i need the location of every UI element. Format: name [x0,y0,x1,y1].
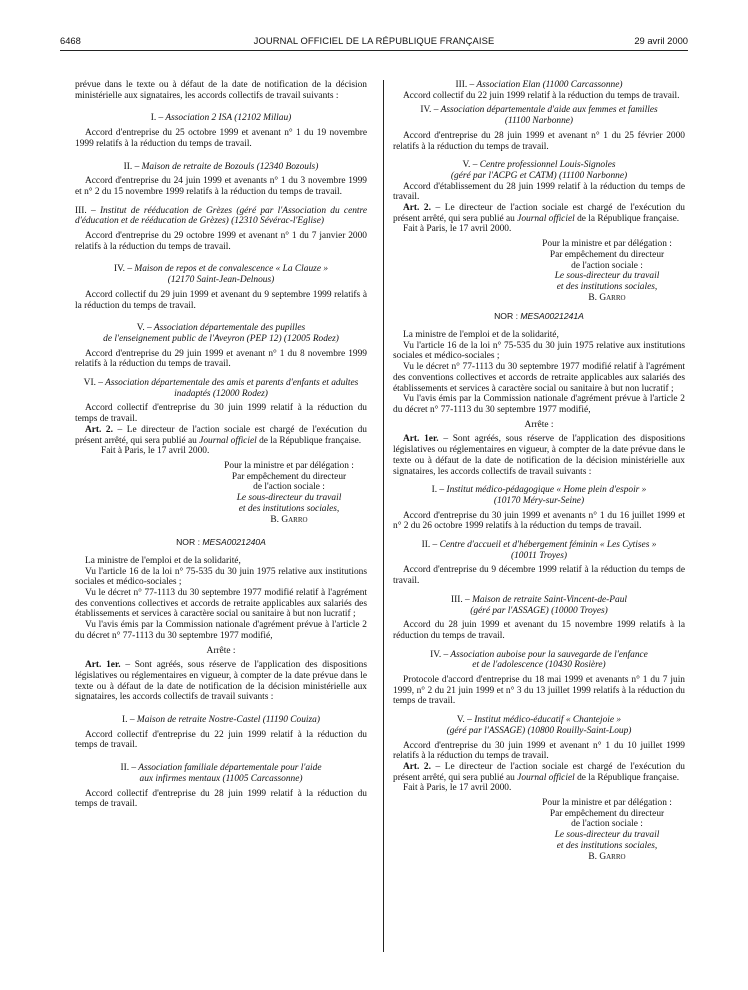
section-heading: IV. – Maison de repos et de convalescence « La Clauze » (12170 Saint-Jean-Delnous) [113,264,329,286]
vu-clause: Vu le décret n° 77-1113 du 30 septembre 1977 modifié relatif à l'agrément des conventions collectives et accords de retraite applicables aux salariés des établissements et services à caractère social ou sanitaire à but non lucratif ; [75,588,367,620]
section-heading: V. – Institut médico-éducatif « Chantejoie » (géré par l'ASSAGE) (10800 Rouilly-Saint-Loup) [446,715,632,736]
vu-clause: Vu l'article 16 de la loi n° 75-535 du 30 juin 1975 relative aux institutions sociales et médico-sociales ; [75,566,367,588]
section-text: Accord collectif d'entreprise du 30 juin 1999 relatif à la réduction du temps de travail. [75,403,367,425]
signing-place-date: Fait à Paris, le 17 avril 2000. [403,783,512,794]
minister-line: La ministre de l'emploi et de la solidarité, [403,330,559,341]
signature-block: Pour la ministre et par délégation : Par empêchement du directeur de l'action sociale : Le sous-directeur du travail et des institutions sociales, B. Garro [542,239,672,303]
nor-reference: NOR : MESA0021240A [176,537,266,548]
right-column [393,80,685,980]
vu-clause: Vu l'article 16 de la loi n° 75-535 du 30 juin 1975 relative aux institutions sociales et médico-sociales ; [393,340,685,362]
section-heading: II. – Maison de retraite de Bozouls (12340 Bozouls) [123,161,319,172]
section-heading: I. – Association 2 ISA (12102 Millau) [150,113,292,124]
section-text: Accord collectif d'entreprise du 22 juin 1999 relatif à la réduction du temps de travail. [75,729,367,751]
signing-place-date: Fait à Paris, le 17 avril 2000. [403,224,512,235]
signature-block: Pour la ministre et par délégation : Par empêchement du directeur de l'action sociale : Le sous-directeur du travail et des institutions sociales, B. Garro [542,798,672,862]
section-text: Accord d'entreprise du 29 juin 1999 et avenant n° 1 du 8 novembre 1999 relatifs à la réduction du temps de travail. [75,348,367,370]
section-heading: V. – Association départementale des pupilles de l'enseignement public de l'Aveyron (PEP 12) (12005 Rodez) [103,323,339,344]
section-text: Accord d'entreprise du 29 octobre 1999 et avenant n° 1 du 7 janvier 2000 relatifs à la réduction du temps de travail. [75,231,367,252]
section-heading: V. – Centre professionnel Louis-Signoles (géré par l'ACPG et CATM) (11100 Narbonne) [450,160,628,181]
vu-clause: Vu le décret n° 77-1113 du 30 septembre 1977 modifié relatif à l'agrément des conventions collectives et accords de retraite applicables aux salariés des établissements et services à caractère social ou sanitaire à but non lucratif ; [393,362,685,394]
nor-reference: NOR : MESA0021241A [494,311,584,322]
section-heading: II. – Association familiale départementale pour l'aide aux infirmes mentaux (11005 Carcassonne) [120,763,322,784]
vu-clause: Vu l'avis émis par la Commission nationale d'agrément prévue à l'article 2 du décret n° 77-1113 du 30 septembre 1977 modifié, [75,620,367,641]
column-divider [383,80,384,952]
section-text: Accord d'entreprise du 30 juin 1999 et avenant n° 1 du 10 juillet 1999 relatifs à la réduction du temps de travail. [393,740,685,762]
section-heading: III. – Maison de retraite Saint-Vincent-de-Paul (géré par l'ASSAGE) (10000 Troyes) [451,594,627,616]
intro-text: prévue dans le texte ou à défaut de la date de notification de la décision ministérielle aux signataires, les accords collectifs de travail suivants : [75,80,367,101]
section-text: Accord d'entreprise du 28 juin 1999 et avenant n° 1 du 25 février 2000 relatifs à la réduction du temps de travail. [393,130,685,152]
section-text: Accord collectif du 22 juin 1999 relatif à la réduction du temps de travail. [403,90,680,101]
arrete-heading: Arrête : [524,419,554,430]
signature-block: Pour la ministre et par délégation : Par empêchement du directeur de l'action sociale : Le sous-directeur du travail et des institutions sociales, B. Garro [224,460,354,525]
section-text: Accord d'entreprise du 30 juin 1999 et avenants n° 1 du 16 juillet 1999 et n° 2 du 26 octobre 1999 relatifs à la réduction du temps de travail. [393,510,685,532]
issue-date: 29 avril 2000 [634,35,688,46]
section-text: Protocole d'accord d'entreprise du 18 mai 1999 et avenants n° 1 du 7 juin 1999, n° 2 du 21 juin 1999 et n° 3 du 13 juillet 1999 relatifs à la réduction du temps de travail. [393,675,685,707]
section-text: Accord d'entreprise du 24 juin 1999 et avenants n° 1 du 3 novembre 1999 et n° 2 du 15 novembre 1999 relatifs à la réduction du temps de travail. [75,176,367,197]
section-text: Accord d'entreprise du 25 octobre 1999 et avenant n° 1 du 19 novembre 1999 relatifs à la réduction du temps de travail. [75,128,367,149]
arrete-heading: Arrête : [206,645,236,656]
section-text: Accord d'établissement du 28 juin 1999 relatif à la réduction du temps de travail. [393,181,685,203]
article-2: Art. 2. – Le directeur de l'action sociale est chargé de l'exécution du présent arrêté, qui sera publié au Journal officiel de la République française. [393,203,685,224]
signing-place-date: Fait à Paris, le 17 avril 2000. [101,446,210,457]
section-heading: I. – Institut médico-pédagogique « Home plein d'espoir » (10170 Méry-sur-Seine) [431,485,647,506]
page-header [60,34,688,51]
minister-line: La ministre de l'emploi et de la solidarité, [85,555,241,566]
section-heading: IV. – Association départementale d'aide aux femmes et familles (11100 Narbonne) [420,105,658,127]
section-heading: IV. – Association auboise pour la sauvegarde de l'enfance et de l'adolescence (10430 Rosière) [430,649,648,671]
vu-clause: Vu l'avis émis par la Commission nationale d'agrément prévue à l'article 2 du décret n° 77-1113 du 30 septembre 1977 modifié, [393,394,685,415]
section-heading: I. – Maison de retraite Nostre-Castel (11190 Couiza) [122,715,320,726]
section-heading: III. – Association Elan (11000 Carcassonne) [455,80,623,90]
page-number: 6468 [60,35,81,46]
section-heading: III. – Institut de rééducation de Grèzes (géré par l'Association du centre d'éducation et de rééducation de Grèzes) (12310 Sévérac-l'Eglise) [75,205,367,227]
article-2: Art. 2. – Le directeur de l'action sociale est chargé de l'exécution du présent arrêté, qui sera publié au Journal officiel de la République française. [75,424,367,446]
section-text: Accord du 28 juin 1999 et avenant du 15 novembre 1999 relatifs à la réduction du temps de travail. [393,620,685,641]
article-2: Art. 2. – Le directeur de l'action sociale est chargé de l'exécution du présent arrêté, qui sera publié au Journal officiel de la République française. [393,761,685,783]
section-text: Accord collectif du 29 juin 1999 et avenant du 9 septembre 1999 relatifs à la réduction du temps de travail. [75,289,367,311]
article-1: Art. 1er. – Sont agréés, sous réserve de l'application des dispositions législatives ou réglementaires en vigueur, à compter de la date prévue dans le texte ou à défaut de la date de notification de la décision ministérielle aux signataires, les accords collectifs de travail suivants : [75,660,367,703]
journal-title: JOURNAL OFFICIEL DE LA RÉPUBLIQUE FRANÇAISE [253,35,495,46]
article-1: Art. 1er. – Sont agréés, sous réserve de l'application des dispositions législatives ou réglementaires en vigueur, à compter de la date prévue dans le texte ou à défaut de la date de notification de la décision ministérielle aux signataires, les accords collectifs de travail suivants : [393,434,685,477]
section-heading: II. – Centre d'accueil et d'hébergement féminin « Les Cytises » (10011 Troyes) [421,540,657,561]
section-heading: VI. – Association départementale des amis et parents d'enfants et adultes inadaptés (12000 Rodez) [83,378,359,399]
section-text: Accord d'entreprise du 9 décembre 1999 relatif à la réduction du temps de travail. [393,565,685,587]
left-column [75,80,367,980]
section-text: Accord collectif d'entreprise du 28 juin 1999 relatif à la réduction du temps de travail. [75,788,367,810]
